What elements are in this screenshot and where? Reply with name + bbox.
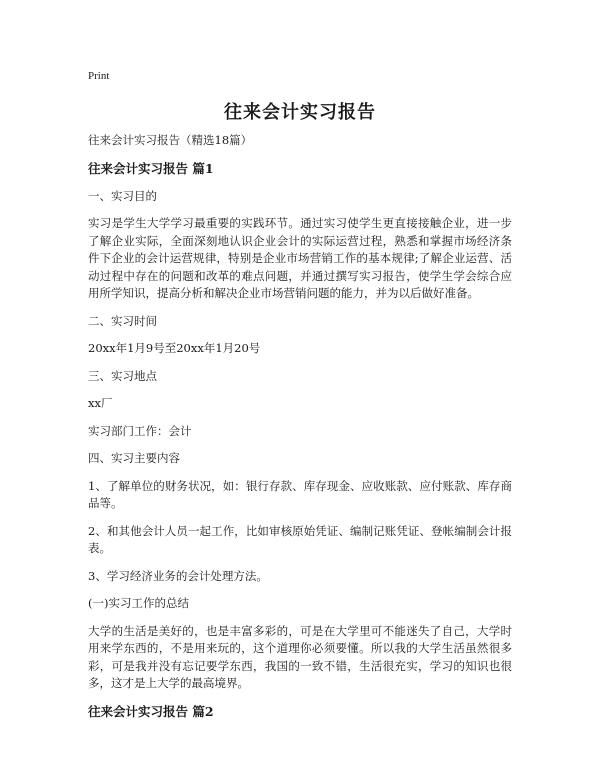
document-subtitle: 往来会计实习报告（精选18篇） — [88, 133, 253, 147]
body-paragraph: 大学的生活是美好的，也是丰富多彩的，可是在大学里可不能迷失了自己，大学时用来学东西的，不是用来玩的，这个道理你必须要懂。所以我的大学生活虽然很多彩，可是我并没有忘记要学东西，我国的一致不错，生活很充实，学习的知识也很多，这才是上大学的最高境界。 — [88, 623, 512, 690]
body-line: 3、学习经济业务的会计处理方法。 — [88, 568, 268, 583]
body-line: 20xx年1月9号至20xx年1月20号 — [88, 341, 261, 355]
body-line: 二、实习时间 — [88, 313, 157, 328]
document-title: 往来会计实习报告 — [224, 102, 376, 123]
document-body — [88, 132, 512, 731]
body-line: 实习部门工作：会计 — [88, 423, 192, 438]
body-line: 一、实习目的 — [88, 188, 157, 203]
body-line: 四、实习主要内容 — [88, 451, 180, 465]
body-paragraph: 1、了解单位的财务状况，如：银行存款、库存现金、应收账款、应付账款、库存商品等。 — [88, 478, 512, 510]
body-paragraph: 实习是学生大学学习最重要的实践环节。通过实习使学生更直接接触企业，进一步了解企业实际，全面深刻地认识企业会计的实际运营过程，熟悉和掌握市场经济条件下企业的会计运营规律，特别是企业市场营销工作的基本规律;了解企业运营、活动过程中存在的问题和改革的难点问题，并通过撰写实习报告，使学生学会综合应用所学知识，提高分析和解决企业市场营销问题的能力，并为以后做好准备。 — [88, 216, 512, 300]
body-line: xx厂 — [88, 396, 113, 410]
body-line: 三、实习地点 — [88, 368, 157, 383]
body-line: (一)实习工作的总结 — [88, 596, 189, 610]
section-heading: 往来会计实习报告 篇2 — [88, 703, 214, 719]
section-heading: 往来会计实习报告 篇1 — [88, 160, 214, 176]
print-link[interactable]: Print — [88, 70, 110, 82]
body-paragraph: 2、和其他会计人员一起工作，比如审核原始凭证、编制记账凭证、登帐编制会计报表。 — [88, 523, 512, 555]
